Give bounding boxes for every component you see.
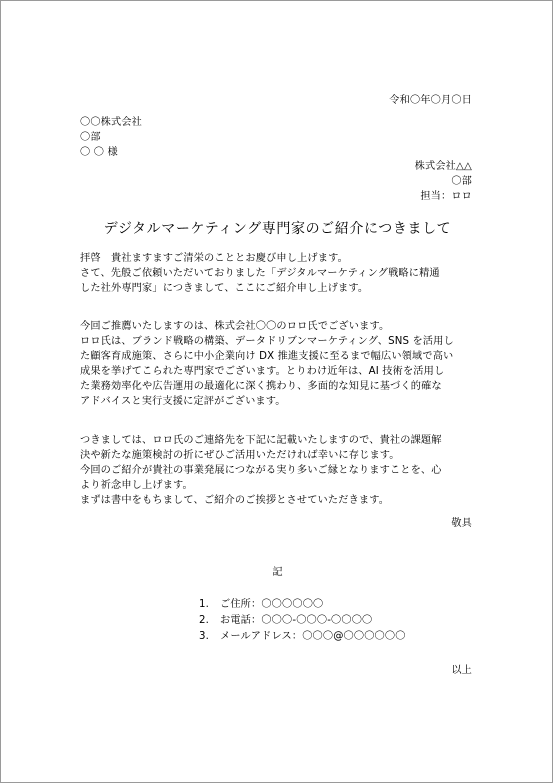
list-number: 2. [199,615,210,626]
body-line: 拝啓 貴社ますますご清栄のこととお慶び申し上げます。 [80,253,348,264]
contact-phone [199,614,372,628]
body-line: 今回ご推薦いたしますのは、株式会社〇〇のロロ氏でございます。 [80,321,390,332]
body-line: アドバイスと実行支援に定評がございます。 [80,396,286,407]
closing-ijou: 以上 [451,665,472,676]
recipient-company: 〇〇株式会社 [80,117,143,128]
list-number: 1. [199,599,210,610]
body-line: より祈念申し上げます。 [80,480,193,491]
body-line: つきましては、ロロ氏のご連絡先を下記に記載いたしますので、貴社の課題解 [80,435,442,446]
body-line: た業務効率化や広告運用の最適化に深く携わり、多面的な知見に基づく的確な [80,381,442,392]
body-line: 今回のご紹介が貴社の事業発展につながる実り多いご縁となりますことを、心 [80,465,442,476]
recipient-department: 〇部 [80,132,101,143]
body-line: さて、先般ご依頼いただいておりました「デジタルマーケティング戦略に精通 [80,268,440,279]
letter-date: 令和〇年〇月〇日 [389,95,472,106]
contact-address [199,598,323,612]
body-line: 成果を挙げてこられた専門家でございます。とりわけ近年は、AI 技術を活用し [80,366,445,377]
recipient-name: 〇 〇 様 [80,147,118,158]
body-line: 決や新たな施策検討の折にぜひご活用いただければ幸いに存じます。 [80,450,400,461]
contact-email [199,630,406,644]
letter-title: デジタルマーケティング専門家のご紹介につきまして [103,221,452,237]
list-text: メールアドレス：〇〇〇@〇〇〇〇〇〇 [220,631,406,642]
sender-contact: 担当：ロロ [420,191,472,202]
body-line: た顧客育成施策、さらに中小企業向け DX 推進支援に至るまで幅広い領域で高い [80,351,454,362]
ki-heading: 記 [272,567,283,578]
closing-keigu: 敬具 [451,518,472,529]
list-number: 3. [199,631,210,642]
body-line: まずは書中をもちまして、ご紹介のご挨拶とさせていただきます。 [80,495,390,506]
list-text: お電話：〇〇〇-〇〇〇-〇〇〇〇 [220,615,373,626]
list-text: ご住所：〇〇〇〇〇〇 [220,599,324,610]
body-line: した社外専門家」につきまして、ここにご紹介申し上げます。 [80,283,369,294]
body-line: ロロ氏は、ブランド戦略の構築、データドリブンマーケティング、SNS を活用し [80,336,454,347]
sender-company: 株式会社△△ [414,161,472,172]
sender-department: 〇部 [451,176,472,187]
